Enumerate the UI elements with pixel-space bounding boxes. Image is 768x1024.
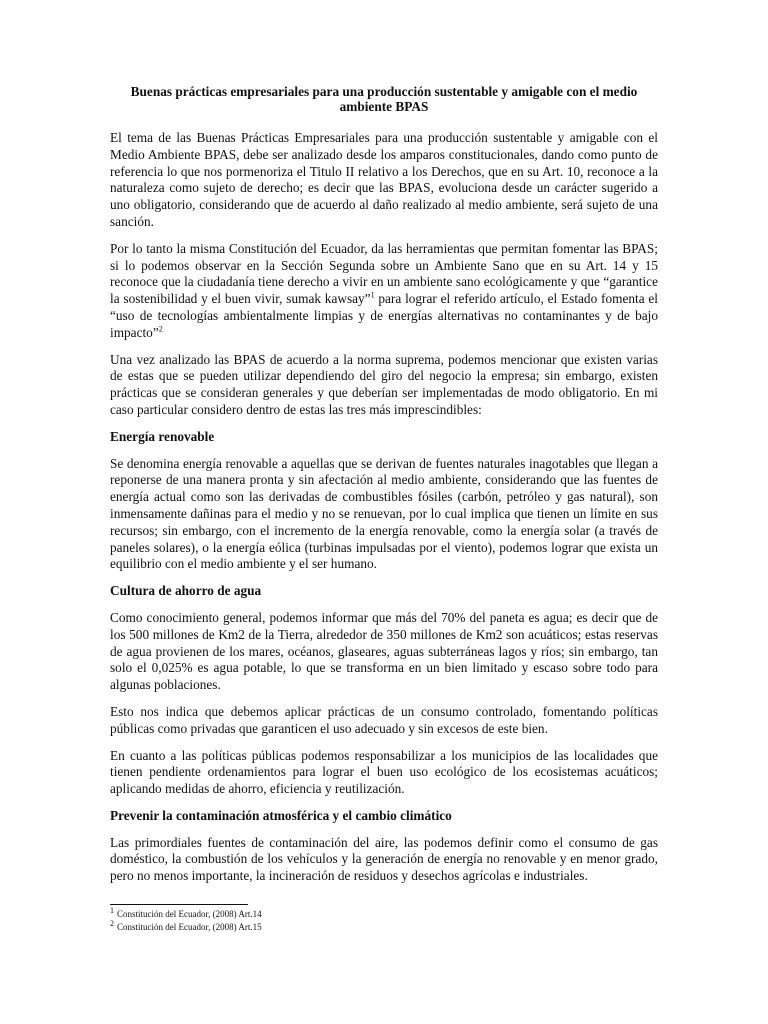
footnote-number: 2 — [110, 919, 114, 928]
paragraph-text: Por lo tanto la misma Constitución del Ecuador, da las herramientas que permitan fomentar las BPAS; si lo podemos observar en la Sección Segunda sobre un Ambiente Sano que en su Art. 14 y 15 reconoce que la ciudadanía tiene derecho a vivir en un ambiente sano ecológicamente y que “garantice la sostenibilidad y el buen vivir, sumak kawsay” — [110, 240, 658, 307]
heading-renewable-energy: Energía renovable — [110, 428, 215, 444]
paragraph-intro: El tema de las Buenas Prácticas Empresariales para una producción sustentable y amigable con el Medio Ambiente BPAS, debe ser analizado desde los amparos constitucionales, dando como punto de referencia lo que nos pormenoriza el Titulo II relativo a los Derechos, que en su Art. 10, reconoce a la naturaleza como sujeto de derecho; es decir que las BPAS, evoluciona desde un carácter sugerido a uno obligatorio, considerando que de acuerdo al daño realizado al medio ambiente, será sujeto de una sanción. — [110, 130, 658, 229]
paragraph-air-pollution: Las primordiales fuentes de contaminación del aire, las podemos definir como el consumo de gas doméstico, la combustión de los vehículos y la generación de energía no renovable y en menor grado, pero no menos importante, la incineración de residuos y desechos agrícolas e industriales. — [110, 834, 658, 884]
paragraph-constitution — [110, 241, 658, 342]
footnote-2 — [110, 921, 658, 934]
paragraph-renewable-energy: Se denomina energía renovable a aquellas que se derivan de fuentes naturales inagotables que llegan a reponerse de una manera pronta y sin afectación al medio ambiente, considerando que las fuentes de energía actual como son las derivadas de combustibles fósiles (carbón, petróleo y gas natural), son inmensamente dañinas para el medio y no se renuevan, por lo cual implica que tienen un límite en sus recursos; sin embargo, con el incremento de la energía renovable, como la energía solar (a través de paneles solares), o la energía eólica (turbinas impulsadas por el viento), podemos lograr que exista un equilibrio con el medio ambiente y el ser humano. — [110, 455, 658, 572]
footnote-text: Constitución del Ecuador, (2008) Art.14 — [117, 909, 262, 919]
document-body — [110, 84, 658, 895]
heading-air-pollution: Prevenir la contaminación atmosférica y el cambio climático — [110, 807, 452, 823]
footnotes — [110, 904, 658, 934]
footnote-number: 1 — [110, 906, 114, 915]
footnote-1 — [110, 908, 658, 921]
paragraph-text: para lograr el referido artículo, el Estado fomenta el “uso de tecnologías ambientalmente limpias y de energías alternativas no contaminantes y de bajo impacto” — [110, 291, 658, 340]
footnote-ref-2: 2 — [158, 324, 163, 334]
heading-water-saving: Cultura de ahorro de agua — [110, 583, 262, 599]
paragraph-water-facts: Como conocimiento general, podemos informar que más del 70% del paneta es agua; es decir que de los 500 millones de Km2 de la Tierra, alrededor de 350 millones de Km2 son acuáticos; estas reservas de agua provienen de los mares, océanos, glaseares, aguas subterráneas lagos y ríos; sin embargo, tan solo el 0,025% es agua potable, lo que se transforma en un bien limitado y escaso sobre todo para algunas poblaciones. — [110, 609, 658, 693]
footnote-ref-1: 1 — [370, 290, 375, 300]
paragraph-public-policies: En cuanto a las políticas públicas podemos responsabilizar a los municipios de las localidades que tienen pendiente ordenamientos para lograr el buen uso ecológico de los ecosistemas acuáticos; aplicando medidas de ahorro, eficiencia y reutilización. — [110, 747, 658, 797]
footnote-text: Constitución del Ecuador, (2008) Art.15 — [117, 922, 262, 932]
footnote-divider — [110, 904, 248, 905]
paragraph-water-policies: Esto nos indica que debemos aplicar prácticas de un consumo controlado, fomentando políticas públicas como privadas que garanticen el uso adecuado y sin excesos de este bien. — [110, 703, 658, 736]
document-title: Buenas prácticas empresariales para una producción sustentable y amigable con el medio ambiente BPAS — [130, 84, 638, 114]
paragraph-practices: Una vez analizado las BPAS de acuerdo a la norma suprema, podemos mencionar que existen varias de estas que se pueden utilizar dependiendo del giro del negocio la empresa; sin embargo, existen prácticas que se consideran generales y que deberían ser implementadas de modo obligatorio. En mi caso particular considero dentro de estas las tres más imprescindibles: — [110, 351, 658, 417]
